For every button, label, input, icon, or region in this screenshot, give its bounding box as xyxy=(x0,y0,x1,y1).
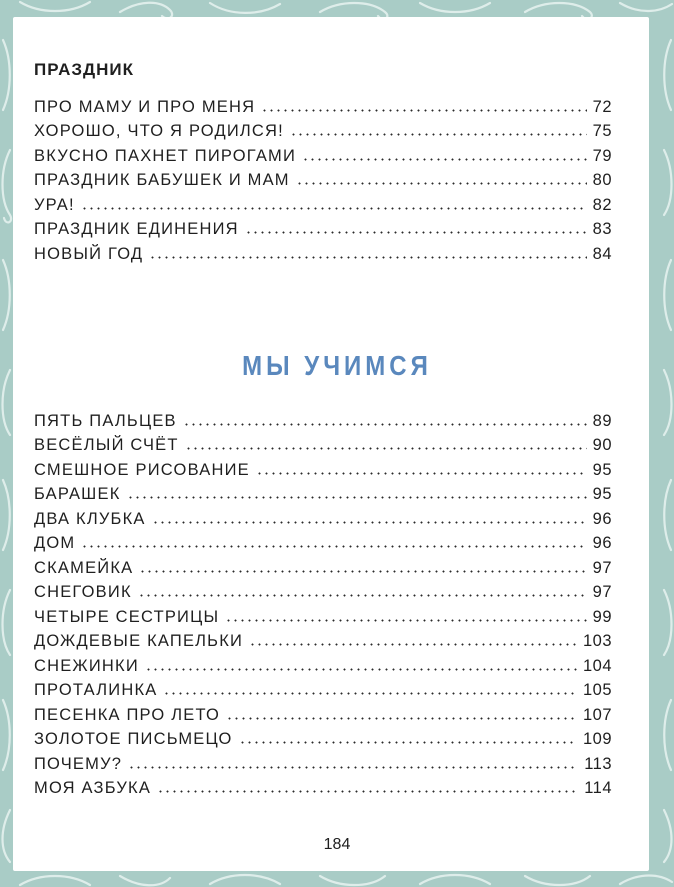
toc-entry-page: 83 xyxy=(592,220,612,238)
dot-leader xyxy=(81,207,587,210)
dot-leader xyxy=(139,570,586,573)
toc-entry-title: СКАМЕЙКА xyxy=(34,558,134,577)
toc-entry xyxy=(34,504,612,529)
toc-entry-title: ЗОЛОТОЕ ПИСЬМЕЦО xyxy=(34,730,233,748)
dot-leader xyxy=(185,447,587,450)
toc-entry-title: ДВА КЛУБКА xyxy=(34,509,146,528)
toc-entry-page: 95 xyxy=(592,460,612,479)
toc-entry xyxy=(34,774,612,799)
page-number: 184 xyxy=(323,836,351,853)
toc-entry-page: 105 xyxy=(582,681,612,699)
dot-leader xyxy=(225,619,586,622)
dot-leader xyxy=(149,256,586,259)
toc-entry-title: СНЕГОВИК xyxy=(34,583,132,601)
toc-entry-page: 113 xyxy=(584,754,612,773)
toc-entry-title: ДОЖДЕВЫЕ КАПЕЛЬКИ xyxy=(34,632,244,650)
toc-entry-title: НОВЫЙ ГОД xyxy=(34,244,144,263)
toc-entry-page: 96 xyxy=(592,509,612,528)
toc-entry-page: 107 xyxy=(582,705,612,724)
toc-entry-page: 80 xyxy=(592,171,612,189)
toc-entry xyxy=(34,215,612,240)
dot-leader xyxy=(245,231,587,234)
toc-entry xyxy=(34,700,612,725)
toc-entry-title: ПРАЗДНИК ЕДИНЕНИЯ xyxy=(34,220,239,238)
toc-entry-title: ПРО МАМУ И ПРО МЕНЯ xyxy=(34,97,256,116)
dot-leader xyxy=(152,521,587,524)
dot-leader xyxy=(81,545,586,548)
toc-entry xyxy=(34,406,612,431)
toc-entry xyxy=(34,725,612,750)
toc-entry-page: 82 xyxy=(592,195,612,214)
toc-entry-page: 79 xyxy=(592,146,612,165)
toc-entry-page: 97 xyxy=(592,558,612,577)
toc-entry xyxy=(34,749,612,774)
toc-entry xyxy=(34,141,612,166)
toc-entry xyxy=(34,431,612,456)
chapter-toc-list xyxy=(34,406,612,798)
toc-entry xyxy=(34,166,612,191)
chapter-title: МЫ УЧИМСЯ xyxy=(242,350,432,382)
dot-leader xyxy=(183,423,587,426)
toc-entry-page: 84 xyxy=(592,244,612,263)
toc-entry-page: 114 xyxy=(584,779,612,797)
toc-entry-page: 109 xyxy=(582,730,612,748)
toc-entry-title: МОЯ АЗБУКА xyxy=(34,779,152,797)
toc-entry xyxy=(34,578,612,603)
dot-leader xyxy=(296,182,587,185)
dot-leader xyxy=(128,766,578,769)
toc-entry xyxy=(34,553,612,578)
dot-leader xyxy=(163,692,577,695)
dot-leader xyxy=(249,643,577,646)
toc-entry-title: СМЕШНОЕ РИСОВАНИЕ xyxy=(34,460,250,479)
dot-leader xyxy=(302,158,587,161)
toc-entry-title: СНЕЖИНКИ xyxy=(34,656,139,675)
toc-entry xyxy=(34,190,612,215)
toc-entry-page: 103 xyxy=(582,632,612,650)
dot-leader xyxy=(138,594,587,597)
dot-leader xyxy=(145,668,577,671)
toc-entry-title: ПРОТАЛИНКА xyxy=(34,681,158,699)
toc-entry-title: УРА! xyxy=(34,195,75,214)
toc-entry xyxy=(34,480,612,505)
toc-entry-page: 89 xyxy=(592,411,612,430)
section-toc-list xyxy=(34,92,612,264)
toc-entry xyxy=(34,627,612,652)
toc-entry-page: 96 xyxy=(592,534,612,552)
toc-entry xyxy=(34,529,612,554)
toc-entry xyxy=(34,117,612,142)
toc-entry-title: ДОМ xyxy=(34,534,76,552)
toc-entry-title: ПРАЗДНИК БАБУШЕК И МАМ xyxy=(34,171,290,189)
dot-leader xyxy=(127,496,587,499)
toc-entry-title: БАРАШЕК xyxy=(34,485,121,503)
toc-entry xyxy=(34,651,612,676)
toc-entry-title: ХОРОШО, ЧТО Я РОДИЛСЯ! xyxy=(34,122,284,140)
toc-entry-page: 99 xyxy=(592,607,612,626)
dot-leader xyxy=(157,790,578,793)
dot-leader xyxy=(226,717,577,720)
toc-entry xyxy=(34,602,612,627)
toc-entry xyxy=(34,239,612,264)
toc-entry xyxy=(34,92,612,117)
toc-entry-title: ЧЕТЫРЕ СЕСТРИЦЫ xyxy=(34,607,220,626)
section-heading: ПРАЗДНИК xyxy=(34,60,134,79)
toc-entry-page: 90 xyxy=(592,436,612,454)
dot-leader xyxy=(261,109,586,112)
toc-entry-title: ПЕСЕНКА ПРО ЛЕТО xyxy=(34,705,221,724)
toc-entry xyxy=(34,676,612,701)
toc-entry-page: 72 xyxy=(592,97,612,116)
toc-entry-page: 75 xyxy=(592,122,612,140)
toc-entry-title: ПОЧЕМУ? xyxy=(34,754,123,773)
dot-leader xyxy=(239,741,577,744)
toc-entry xyxy=(34,455,612,480)
toc-entry-title: ПЯТЬ ПАЛЬЦЕВ xyxy=(34,411,177,430)
dot-leader xyxy=(256,472,587,475)
toc-entry-page: 97 xyxy=(592,583,612,601)
toc-entry-title: ВКУСНО ПАХНЕТ ПИРОГАМИ xyxy=(34,146,297,165)
toc-entry-title: ВЕСЁЛЫЙ СЧЁТ xyxy=(34,436,179,454)
toc-entry-page: 104 xyxy=(582,656,612,675)
dot-leader xyxy=(290,133,587,136)
toc-entry-page: 95 xyxy=(592,485,612,503)
